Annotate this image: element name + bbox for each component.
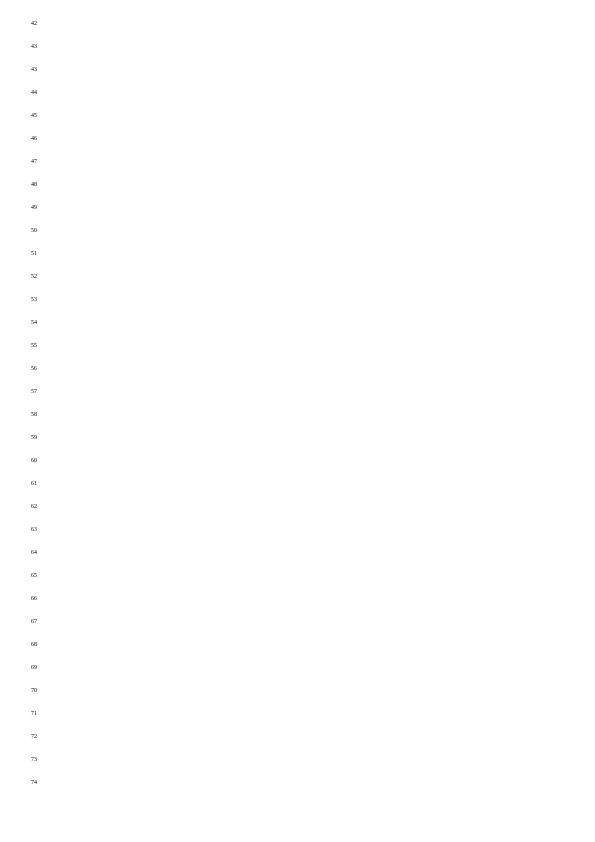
- row-number: 65: [31, 573, 37, 579]
- row-number: 43: [31, 67, 37, 73]
- row-number: 67: [31, 619, 37, 625]
- row-number: 48: [31, 182, 37, 188]
- row-number: 45: [31, 113, 37, 119]
- row-number: 44: [31, 90, 37, 96]
- row-number: 53: [31, 297, 37, 303]
- row-number: 70: [31, 688, 37, 694]
- row-number: 71: [31, 711, 37, 717]
- row-number: 63: [31, 527, 37, 533]
- row-number: 69: [31, 665, 37, 671]
- row-number: 47: [31, 159, 37, 165]
- row-number: 72: [31, 734, 37, 740]
- row-number: 64: [31, 550, 37, 556]
- row-number: 59: [31, 435, 37, 441]
- row-number: 58: [31, 412, 37, 418]
- row-number: 66: [31, 596, 37, 602]
- row-number: 42: [31, 21, 37, 27]
- row-number: 73: [31, 757, 37, 763]
- row-number: 51: [31, 251, 37, 257]
- row-number: 52: [31, 274, 37, 280]
- row-number: 49: [31, 205, 37, 211]
- row-number: 60: [31, 458, 37, 464]
- row-number: 57: [31, 389, 37, 395]
- row-number: 74: [31, 780, 37, 786]
- row-number: 55: [31, 343, 37, 349]
- row-number: 50: [31, 228, 37, 234]
- row-number: 56: [31, 366, 37, 372]
- row-number: 68: [31, 642, 37, 648]
- row-number: 43: [31, 44, 37, 50]
- row-number: 54: [31, 320, 37, 326]
- row-number: 62: [31, 504, 37, 510]
- row-number: 46: [31, 136, 37, 142]
- row-number: 61: [31, 481, 37, 487]
